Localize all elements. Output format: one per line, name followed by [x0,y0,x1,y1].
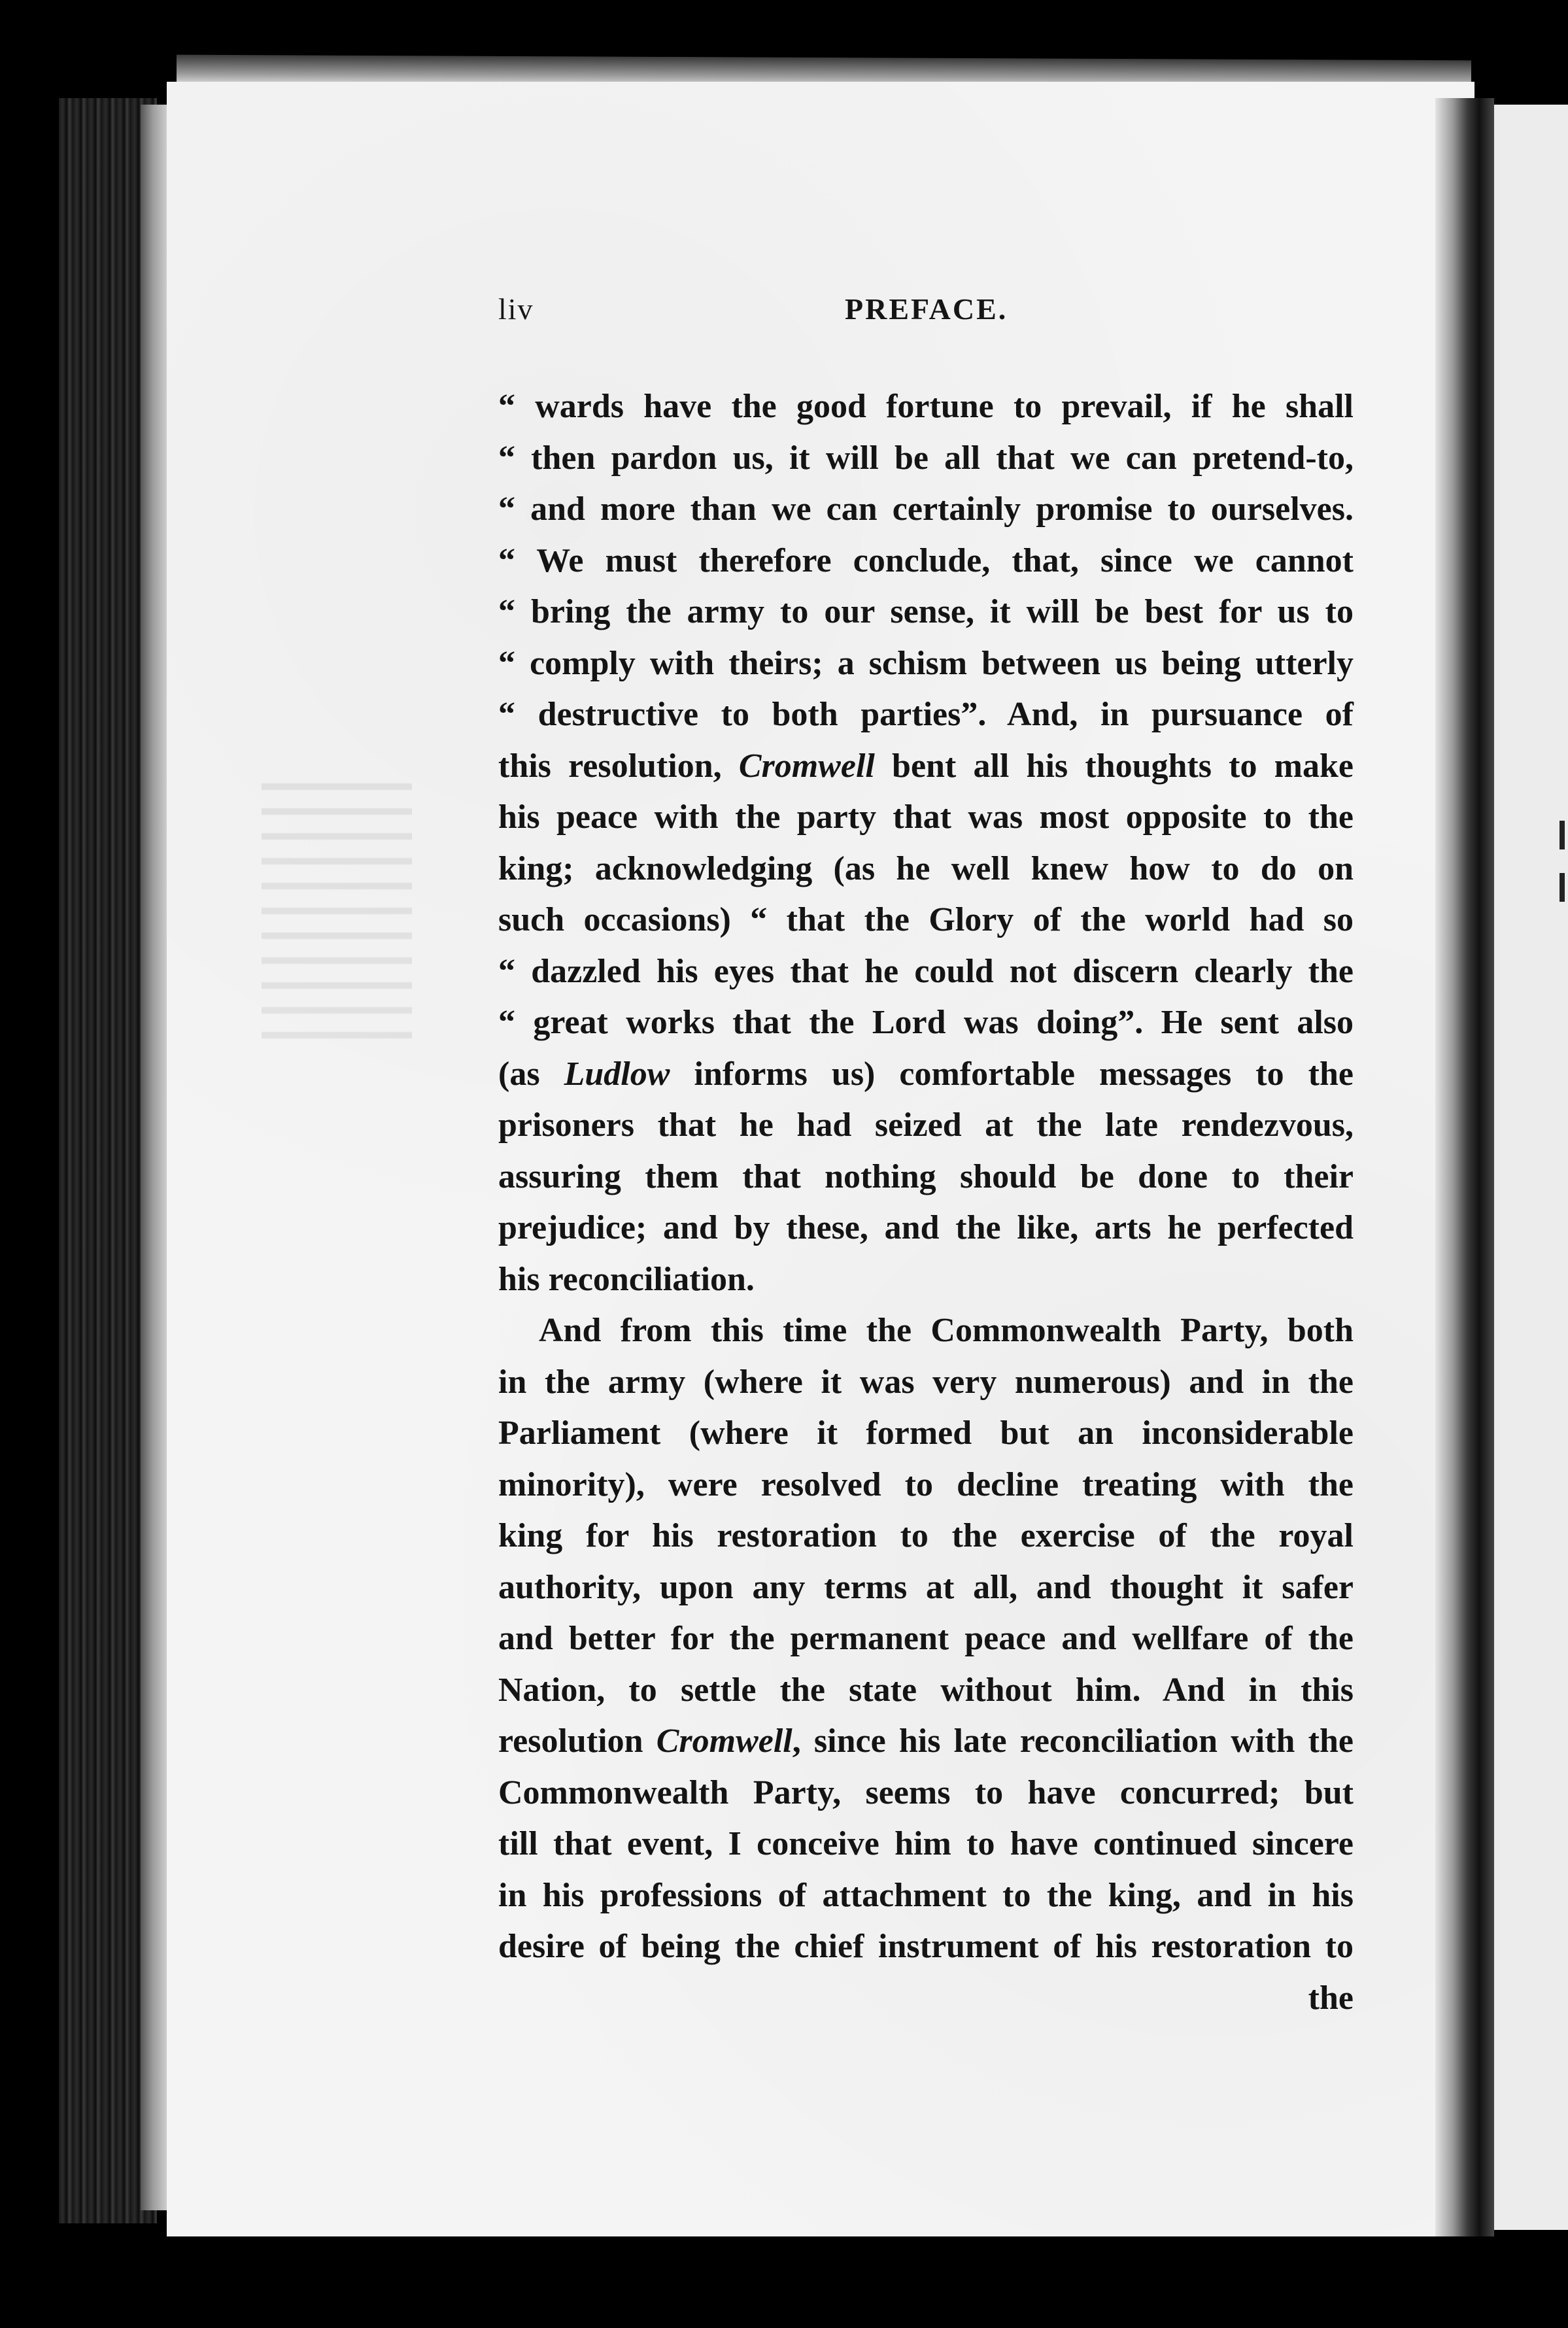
book-gutter [1435,98,1494,2236]
body-text [498,381,1354,2024]
text-line: in his professions of attachment to the king, and in his [498,1876,1354,1914]
text-line: resolution Cromwell, since his late reconciliation with the [498,1722,1354,1760]
text-line: “ dazzled his eyes that he could not discern clearly the [498,952,1354,990]
italic-name: Cromwell [656,1722,793,1760]
text-line: Parliament (where it formed but an inconsiderable [498,1414,1354,1452]
text-line: prisoners that he had seized at the late rendezvous, [498,1106,1354,1144]
text-line: prejudice; and by these, and the like, arts he perfected [498,1209,1354,1246]
text-line: “ then pardon us, it will be all that we can pretend-to, [498,439,1354,477]
text-line: minority), were resolved to decline treating with the [498,1465,1354,1503]
text-line: his peace with the party that was most opposite to the [498,798,1354,836]
facing-page-mark [1559,821,1565,849]
text-line: such occasions) “ that the Glory of the world had so [498,901,1354,938]
facing-page-sliver [1494,105,1568,2230]
running-head-title: PREFACE. [845,292,1008,326]
text-line: “ and more than we can certainly promise to ourselves. [498,490,1354,528]
text-line: “ bring the army to our sense, it will be best for us to [498,593,1354,630]
text-line: “ comply with theirs; a schism between us being utterly [498,644,1354,682]
text-line: assuring them that nothing should be done to their [498,1157,1354,1195]
text-line: Nation, to settle the state without him. And in this [498,1671,1354,1709]
text-line: “ wards have the good fortune to prevail, if he shall [498,388,1354,425]
text-line: (as Ludlow informs us) comfortable messages to the [498,1055,1354,1093]
italic-name: Cromwell [738,747,875,785]
text-line: Commonwealth Party, seems to have concurred; but [498,1773,1354,1811]
show-through-text [262,768,412,1043]
text-line: And from this time the Commonwealth Party, both [539,1312,1354,1349]
text-line: authority, upon any terms at all, and thought it safer [498,1568,1354,1606]
catchword: the [1308,1979,1354,2017]
text-line: “ great works that the Lord was doing”. He sent also [498,1004,1354,1041]
text-line: in the army (where it was very numerous) and in the [498,1363,1354,1401]
text-line: this resolution, Cromwell bent all his thoughts to make [498,747,1354,785]
text-line: “ We must therefore conclude, that, since we cannot [498,541,1354,579]
text-line: and better for the permanent peace and wellfare of the [498,1620,1354,1657]
page-stack-highlight [141,105,170,2210]
text-line: king for his restoration to the exercise of the royal [498,1517,1354,1554]
text-line: desire of being the chief instrument of his restoration to [498,1928,1354,1965]
italic-name: Ludlow [564,1055,670,1093]
text-line: till that event, I conceive him to have continued sincere [498,1825,1354,1862]
facing-page-mark [1559,873,1565,902]
text-line: “ destructive to both parties”. And, in pursuance of [498,696,1354,733]
page-number: liv [498,292,534,326]
text-line: king; acknowledging (as he well knew how to do on [498,849,1354,887]
text-line: his reconciliation. [498,1260,755,1298]
